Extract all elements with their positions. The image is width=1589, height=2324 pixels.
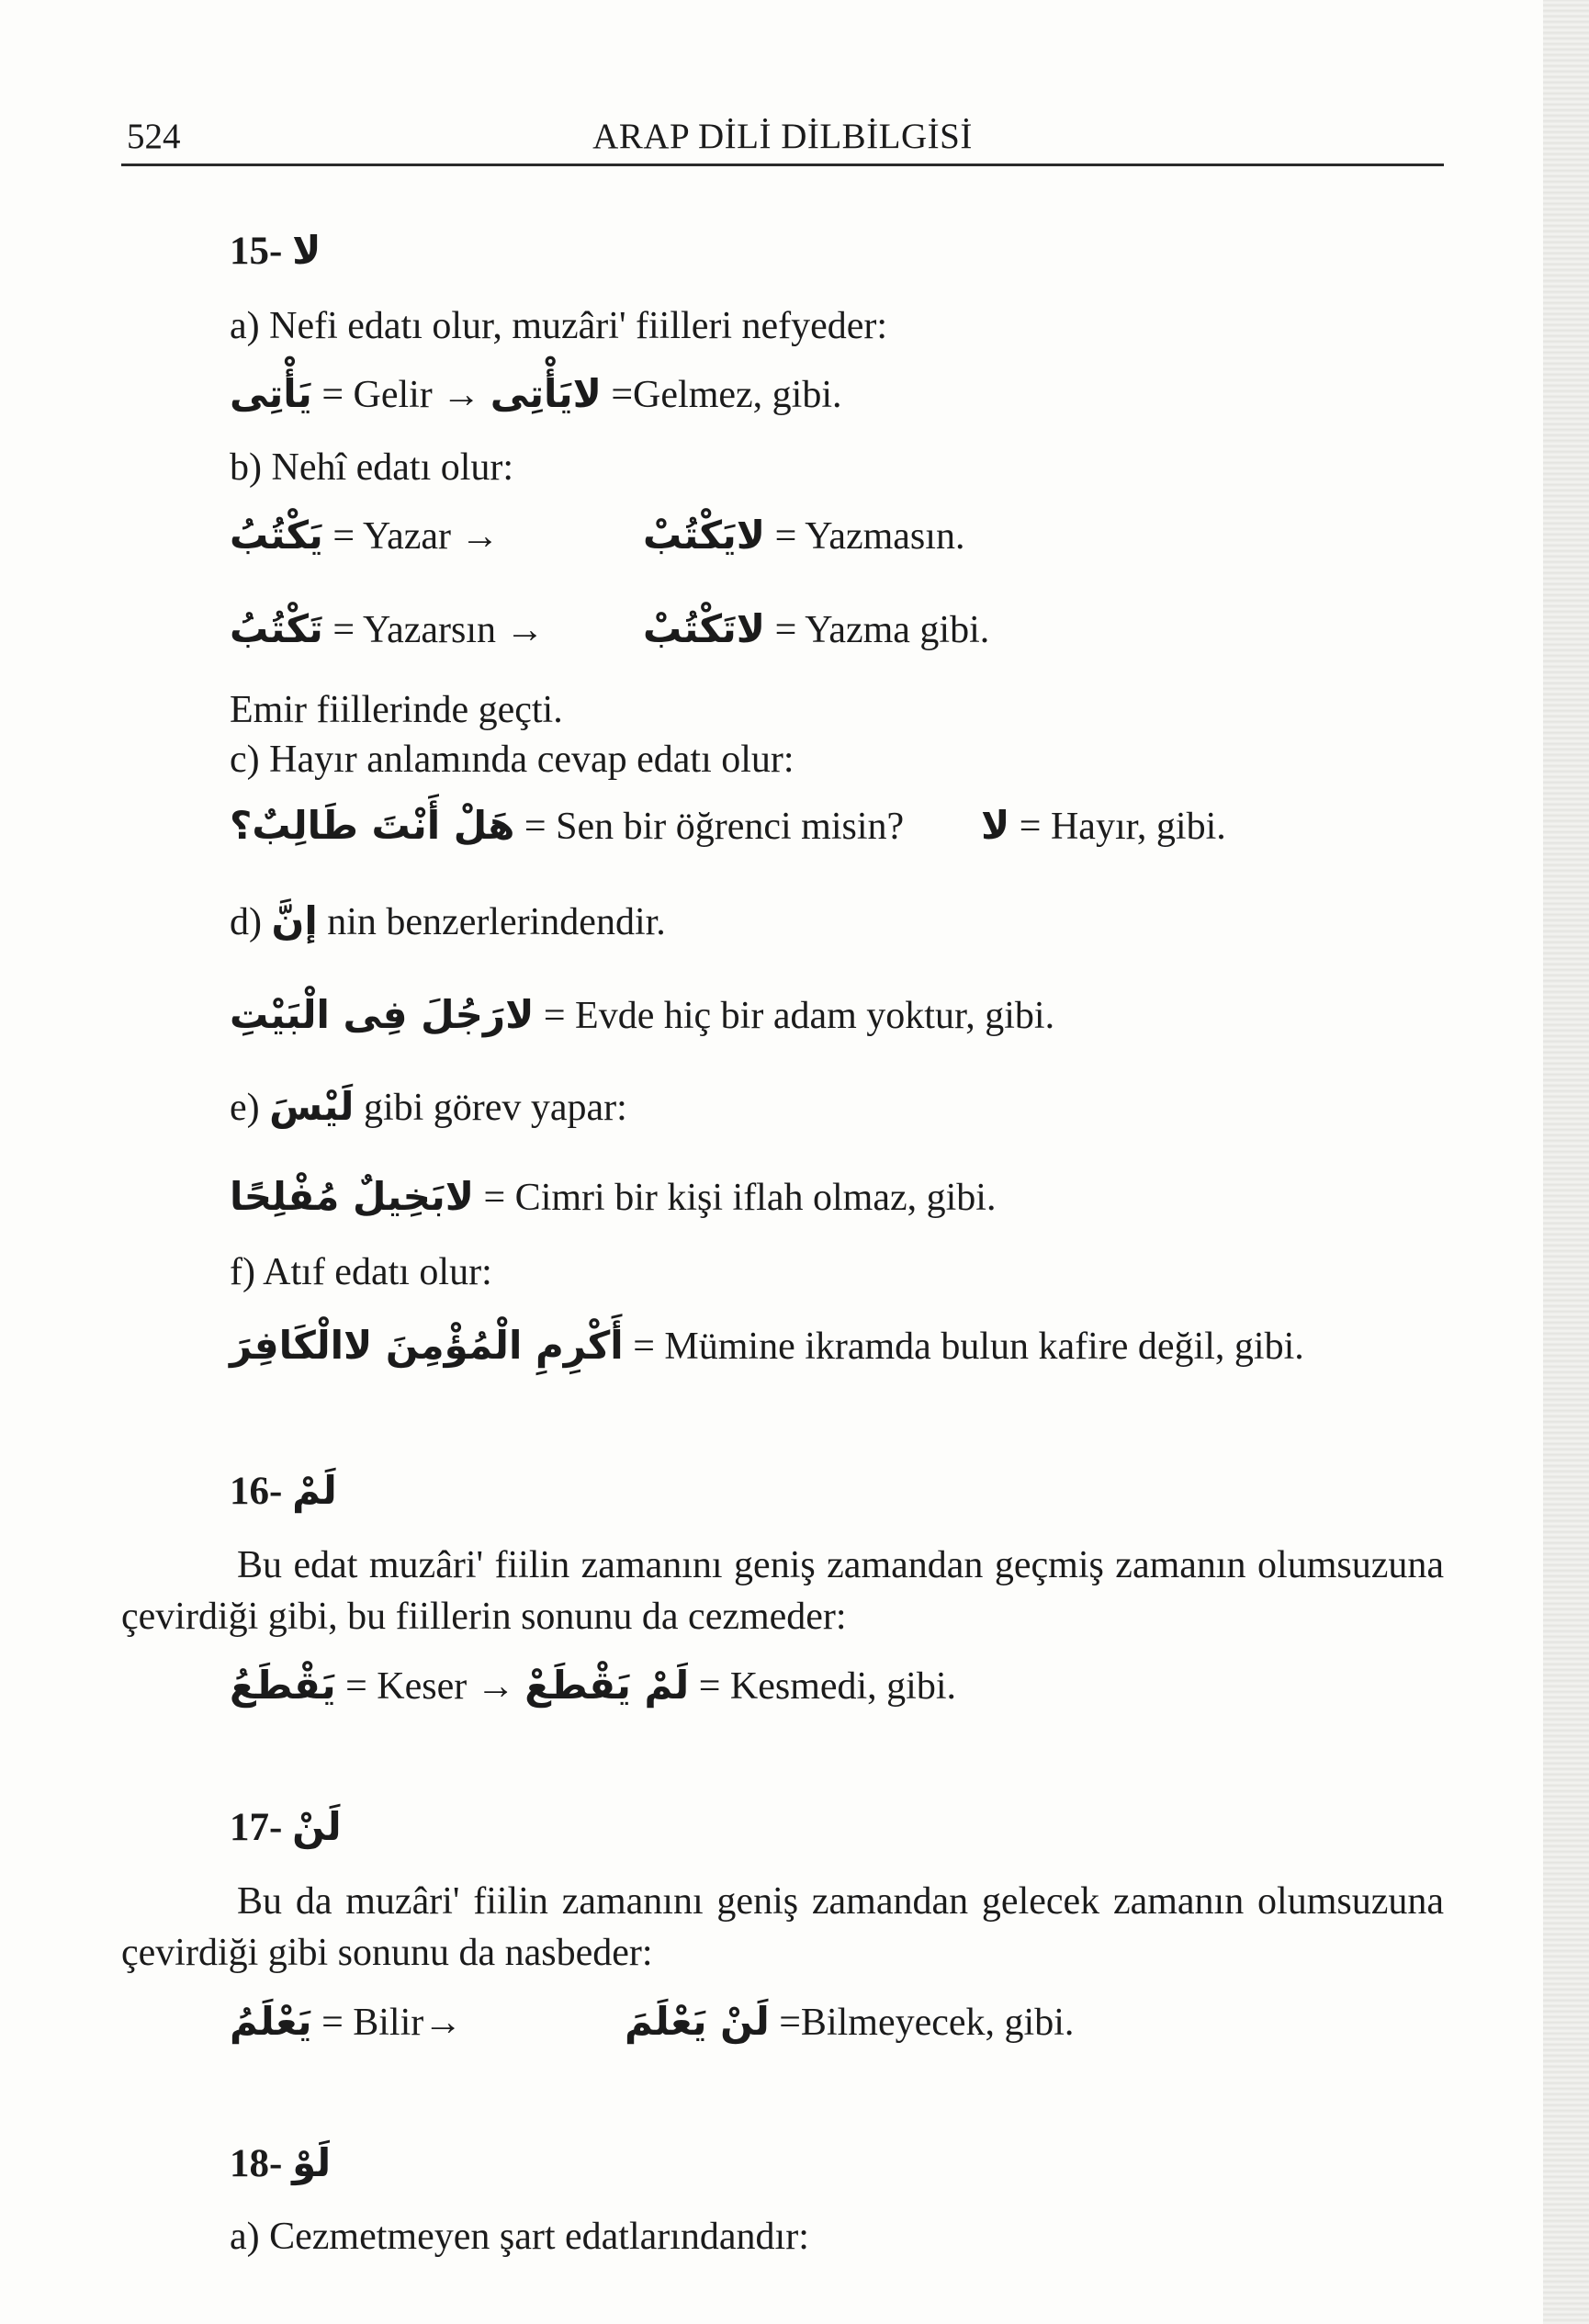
arabic-sentence: لارَجُلَ فِى الْبَيْتِ	[230, 992, 535, 1037]
rule-text: nin benzerlerindendir.	[327, 901, 666, 943]
section-17-example-left	[230, 1999, 462, 2046]
arabic-word: لاتَكْتُبْ	[643, 606, 766, 651]
arabic-word: لا	[981, 803, 1010, 848]
section-18-rule-a: a) Cezmetmeyen şart edatlarındandır:	[230, 2216, 809, 2258]
running-title: ARAP DİLİ DİLBİLGİSİ	[592, 117, 973, 156]
rule-d	[230, 898, 666, 945]
rule-e	[230, 1084, 627, 1131]
example-b2-left	[230, 606, 545, 653]
section-number: 18-	[230, 2142, 283, 2185]
translation: = Yazma gibi.	[774, 609, 990, 651]
item-label: e)	[230, 1087, 260, 1129]
translation: = Kesmedi, gibi.	[698, 1665, 957, 1708]
rule-b: b) Nehî edatı olur:	[230, 446, 514, 489]
item-label: d)	[230, 901, 262, 943]
example-b1-right	[643, 513, 964, 559]
arabic-sentence: أَكْرِمِ الْمُؤْمِنَ لاالْكَافِرَ	[230, 1323, 624, 1368]
translation: =Gelmez, gibi.	[611, 374, 842, 416]
example-e	[230, 1174, 996, 1221]
arabic-particle: لَنْ	[292, 1804, 342, 1849]
page-number: 524	[127, 117, 181, 156]
translation: = Hayır, gibi.	[1019, 806, 1226, 848]
translation: = Yazarsın →	[332, 609, 545, 651]
translation: = Sen bir öğrenci misin?	[524, 806, 905, 848]
arabic-particle: لا	[292, 228, 321, 273]
section-17-heading	[230, 1804, 342, 1852]
arabic-word: لَنْ يَعْلَمَ	[625, 1999, 770, 2044]
section-number: 17-	[230, 1806, 283, 1849]
arabic-sentence: لابَخِيلٌ مُفْلِحًا	[230, 1174, 474, 1219]
section-15-heading	[230, 228, 321, 276]
rule-c: c) Hayır anlamında cevap edatı olur:	[230, 739, 794, 781]
arabic-word: يَقْطَعُ	[230, 1663, 336, 1708]
arabic-word: تَكْتُبُ	[230, 606, 323, 651]
section-17-paragraph: Bu da muzâri' fiilin zamanını geniş zamandan gelecek zamanın olumsuzuna çevirdiği gibi sonunu da nasbeder:	[121, 1880, 1444, 1974]
translation: = Yazmasın.	[774, 515, 965, 558]
arabic-word: لايَأْتِى	[490, 371, 602, 416]
section-18-heading	[230, 2140, 331, 2188]
example-c-left	[230, 803, 904, 850]
section-16-paragraph: Bu edat muzâri' fiilin zamanını geniş zamandan geçmiş zamanın olumsuzuna çevirdiği gibi, bu fiillerin sonunu da cezmeder:	[121, 1544, 1444, 1638]
arabic-word: يَكْتُبُ	[230, 513, 323, 558]
translation: = Bilir→	[321, 2002, 463, 2044]
translation: = Gelir →	[321, 374, 481, 416]
arabic-word: لَمْ يَقْطَعْ	[524, 1663, 690, 1708]
section-16-heading	[230, 1468, 337, 1516]
translation: = Cimri bir kişi iflah olmaz, gibi.	[483, 1177, 997, 1219]
arabic-word: لايَكْتُبْ	[643, 513, 766, 558]
arabic-word: يَأْتِى	[230, 371, 312, 416]
translation: = Mümine ikramda bulun kafire değil, gibi.	[633, 1326, 1304, 1368]
page-header	[121, 108, 1444, 166]
translation: = Evde hiç bir adam yoktur, gibi.	[543, 995, 1055, 1037]
section-number: 15-	[230, 230, 283, 273]
page-edge-shading	[1543, 0, 1589, 2324]
example-f	[230, 1323, 1304, 1370]
translation: =Bilmeyecek, gibi.	[779, 2002, 1075, 2044]
example-a	[230, 371, 842, 418]
rule-f: f) Atıf edatı olur:	[230, 1251, 492, 1293]
arabic-particle: لَمْ	[292, 1468, 337, 1513]
section-16-example	[230, 1663, 956, 1709]
rule-text: gibi görev yapar:	[363, 1087, 627, 1129]
arabic-particle: لَوْ	[292, 2140, 332, 2185]
arabic-word: يَعْلَمُ	[230, 1999, 312, 2044]
section-number: 16-	[230, 1470, 283, 1513]
section-17-example-right	[625, 1999, 1074, 2046]
translation: = Yazar →	[332, 515, 500, 558]
example-b2-right	[643, 606, 989, 653]
emir-note: Emir fiillerinde geçti.	[230, 689, 563, 731]
translation: = Keser →	[345, 1665, 515, 1708]
example-b1-left	[230, 513, 615, 559]
example-d	[230, 992, 1054, 1039]
example-c-right	[981, 803, 1226, 850]
arabic-word: إنَّ	[271, 898, 318, 943]
arabic-sentence: هَلْ أَنْتَ طَالِبٌ؟	[230, 803, 515, 848]
arabic-word: لَيْسَ	[269, 1084, 355, 1129]
rule-a: a) Nefi edatı olur, muzâri' fiilleri nefyeder:	[230, 305, 888, 347]
